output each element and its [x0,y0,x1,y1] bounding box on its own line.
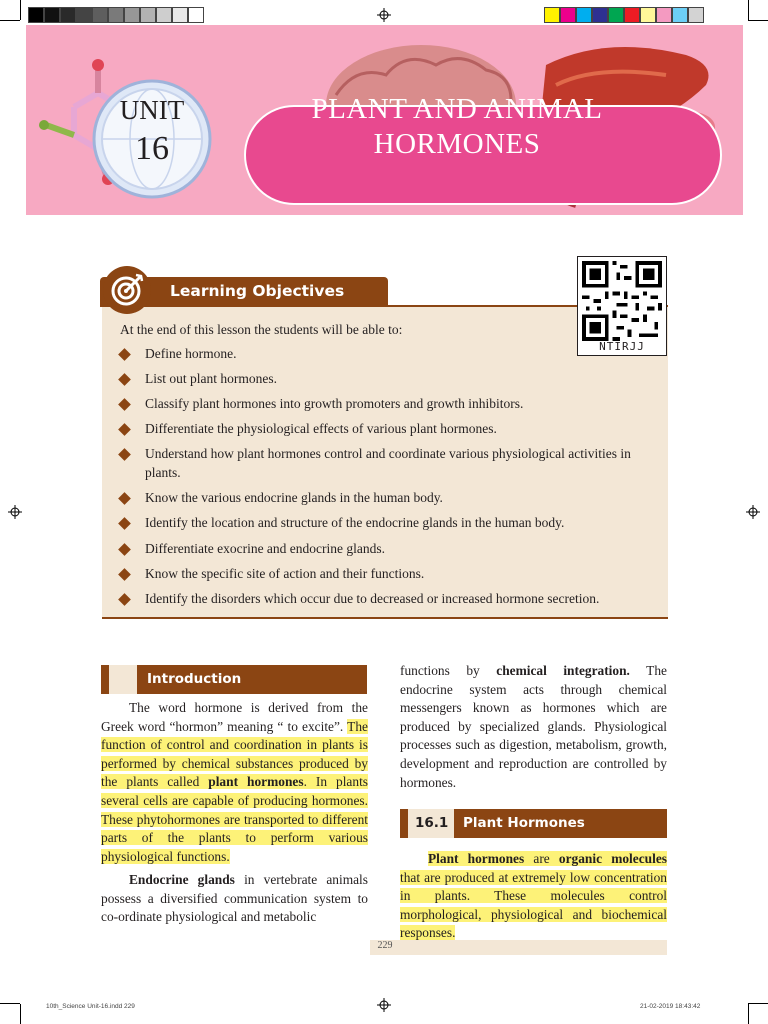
objective-item: Classify plant hormones into growth promoters and growth inhibitors. [120,394,660,413]
qr-code-icon [582,261,662,341]
footer-date-slug: 21-02-2019 18:43:42 [640,1003,701,1010]
crop-mark [20,0,21,20]
target-icon [103,266,151,314]
paragraph-text: The endocrine system acts through chemical messengers known as hormones which are produced by specialized glands. Physiological processes such as digestion, metabolism, growth, development and reproduction are controlled by hormones. [400,663,667,790]
section-number: 16.1 [415,815,449,831]
key-term: Endocrine glands [129,872,235,887]
plant-hormones-paragraph [400,850,667,943]
key-term: Plant hormones [428,851,525,866]
column2-paragraph [400,662,667,792]
unit-number: 16 [135,130,169,167]
section-heading: Plant Hormones [463,815,585,831]
objective-item: Understand how plant hormones control and coordinate various physiological activities in plants. [120,444,660,482]
page-number: 229 [377,940,393,951]
chapter-title-line: PLANT AND ANIMAL [311,93,603,125]
footer-file-slug: 10th_Science Unit-16.indd 229 [46,1003,135,1010]
crop-mark [748,1003,768,1004]
highlighted-text-part: The function of control and coordination in plants is performed by chemical substances produced by the plants called [101,718,368,790]
learning-objectives-title: Learning Objectives [170,282,345,300]
grayscale-bar [28,7,204,23]
introduction-heading: Introduction [147,671,242,687]
key-term: chemical integration. [496,663,630,678]
objective-item: Know the specific site of action and their functions. [120,564,660,583]
crop-mark [0,1003,20,1004]
crop-mark [748,1004,749,1024]
unit-label: UNIT [119,95,185,125]
crop-mark [748,20,768,21]
footer-bar [370,940,667,955]
color-bar [544,7,704,23]
highlighted-text [101,719,368,864]
highlighted-text-part: that are produced at extremely low concentration in plants. These molecules control morphological, physiological and biochemical responses. [400,869,667,941]
objective-item: Differentiate the physiological effects of various plant hormones. [120,419,660,438]
intro-text: The word hormone is derived from the Greek word “hormon” meaning “ to excite”. [101,700,368,734]
crop-mark [0,20,20,21]
highlighted-text-part: . In plants several cells are capable of producing hormones. These phytohormones are transported to different parts of the plants to perform various physiological functions. [101,774,369,864]
objective-item: Identify the disorders which occur due to decreased or increased hormone secretion. [120,589,660,608]
crop-mark [748,0,749,20]
key-term: plant hormones [208,774,304,790]
chapter-title [218,92,696,162]
highlighted-text-part: are [533,851,550,866]
key-term: organic molecules [558,851,667,866]
objectives-intro: At the end of this lesson the students will be able to: [120,322,403,337]
objective-item: Differentiate exocrine and endocrine glands. [120,539,660,558]
objective-item: Identify the location and structure of the endocrine glands in the human body. [120,513,660,532]
objective-item: Define hormone. [120,344,660,363]
target-icon-badge [103,266,151,314]
endocrine-paragraph [101,871,368,927]
registration-mark-icon [377,8,391,22]
paragraph-text: functions by [400,663,480,678]
introduction-paragraph [101,699,368,866]
paragraph-text: in vertebrate animals possess a diversified communication system to co-ordinate physiological and metabolic [101,872,368,925]
registration-mark-icon [377,998,391,1012]
crop-mark [20,1004,21,1024]
highlighted-text [400,851,667,940]
registration-mark-icon [746,505,760,519]
objective-item: Know the various endocrine glands in the human body. [120,488,660,507]
qr-code-label: NTIRJJ [599,340,645,353]
chapter-title-line: HORMONES [373,128,541,160]
header-notch [109,665,137,694]
registration-mark-icon [8,505,22,519]
qr-code[interactable] [577,256,667,356]
objective-item: List out plant hormones. [120,369,660,388]
